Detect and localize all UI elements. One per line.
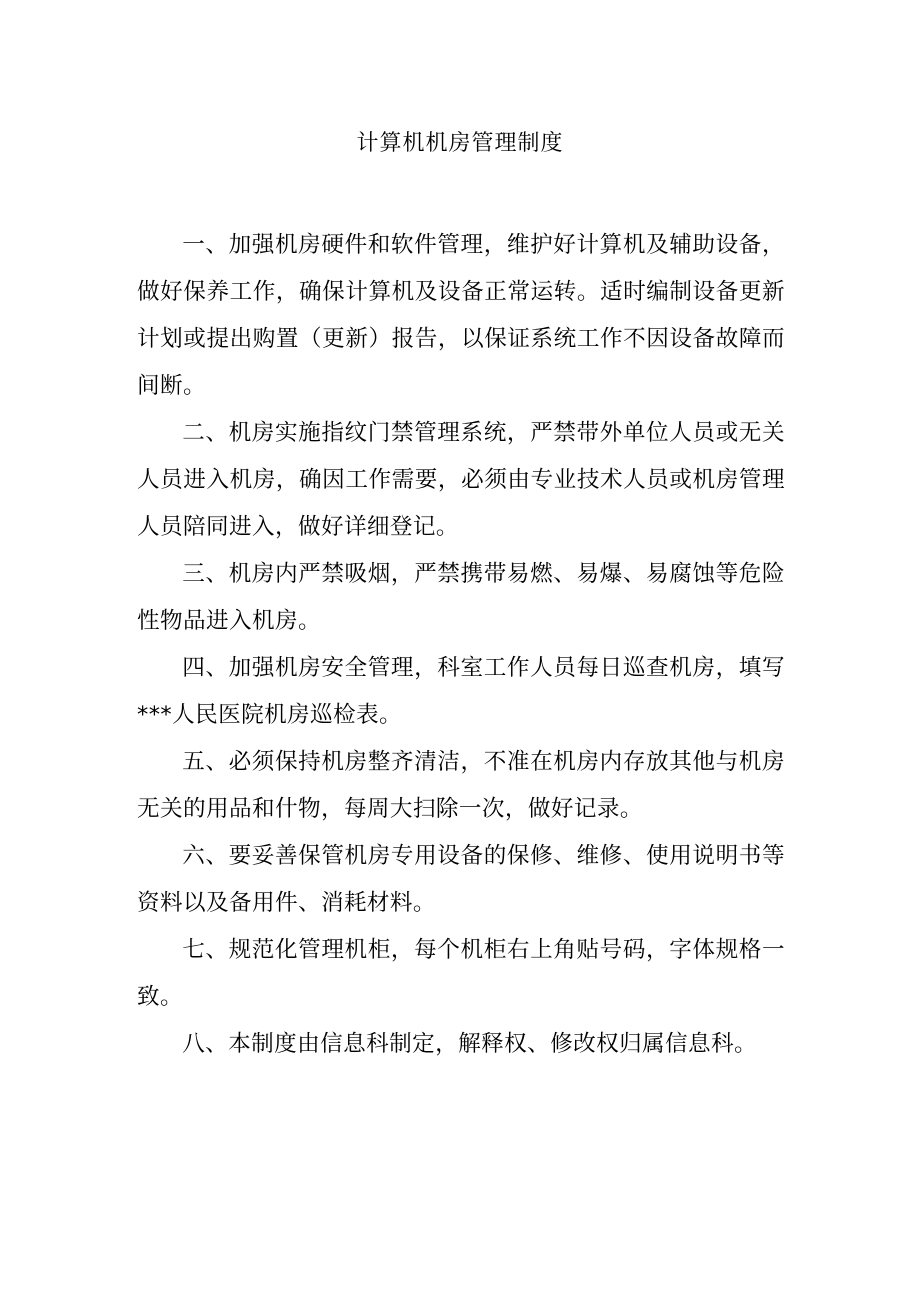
document-title: 计算机机房管理制度 (356, 131, 564, 156)
document-body (137, 222, 785, 1068)
rule-paragraph-4: 四、加强机房安全管理，科室工作人员每日巡查机房，填写***人民医院机房巡检表。 (137, 655, 785, 728)
rule-paragraph-2: 二、机房实施指纹门禁管理系统，严禁带外单位人员或无关人员进入机房，确因工作需要，必须由专业技术人员或机房管理人员陪同进入，做好详细登记。 (137, 420, 785, 540)
rule-paragraph-3: 三、机房内严禁吸烟，严禁携带易燃、易爆、易腐蚀等危险性物品进入机房。 (137, 561, 785, 634)
rule-paragraph-8: 八、本制度由信息科制定，解释权、修改权归属信息科。 (182, 1031, 758, 1057)
rule-paragraph-6: 六、要妥善保管机房专用设备的保修、维修、使用说明书等资料以及备用件、消耗材料。 (137, 843, 785, 916)
rule-paragraph-1: 一、加强机房硬件和软件管理，维护好计算机及辅助设备，做好保养工作，确保计算机及设备正常运转。适时编制设备更新计划或提出购置（更新）报告，以保证系统工作不因设备故障而间断。 (137, 232, 785, 399)
rule-paragraph-7: 七、规范化管理机柜，每个机柜右上角贴号码，字体规格一致。 (137, 937, 785, 1010)
rule-paragraph-5: 五、必须保持机房整齐清洁，不准在机房内存放其他与机房无关的用品和什物，每周大扫除一次，做好记录。 (137, 749, 785, 822)
